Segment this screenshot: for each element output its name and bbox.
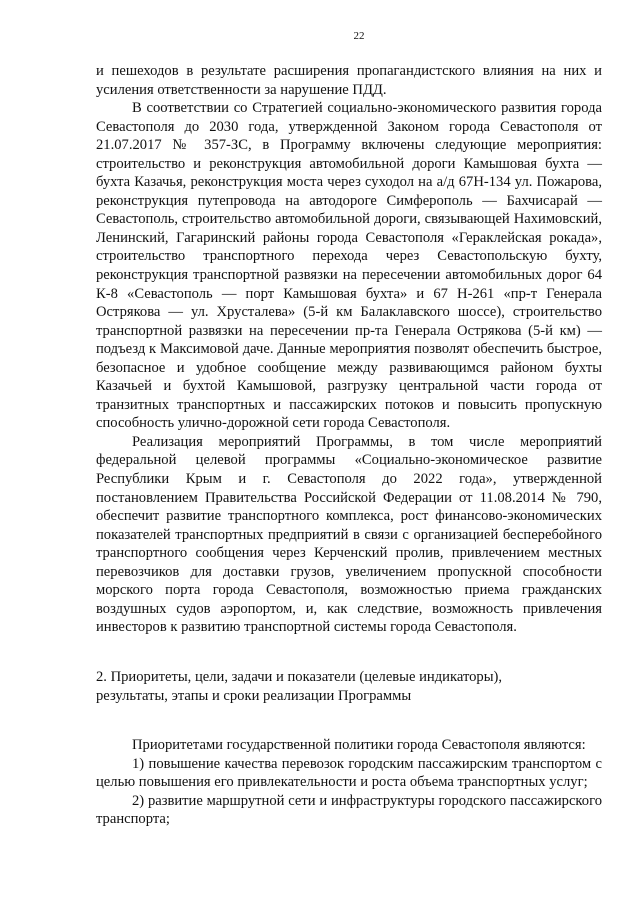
document-body xyxy=(96,62,602,829)
paragraph-priorities-intro: Приоритетами государственной политики города Севастополя являются: xyxy=(132,737,586,754)
page-number: 22 xyxy=(353,30,365,42)
paragraph-continuation: и пешеходов в результате расширения пропагандистского влияния на них и усиления ответственности за нарушение ПДД. xyxy=(96,63,602,98)
section-heading xyxy=(96,668,602,705)
list-item-priority-2: 2) развитие маршрутной сети и инфраструктуры городского пассажирского транспорта; xyxy=(96,792,602,828)
section-heading-line-1: 2. Приоритеты, цели, задачи и показатели (целевые индикаторы), xyxy=(96,668,503,685)
paragraph-program-implementation: Реализация мероприятий Программы, в том числе мероприятий федеральной целевой программы «Социально-экономическое развитие Республики Крым и г. Севастополя до 2022 года», утвержденной постановлением Правительства Российской Федерации от 11.08.2014 № 790, обеспечит развитие транспортного комплекса, рост финансово-экономических показателей транспортных предприятий в связи с организацией бесперебойного транспортного сообщения через Керченский пролив, привлечением местных перевозчиков для доставки грузов, увеличением пропускной способности морского порта города Севастополя, возможностью приема гражданских воздушных судов аэропортом, и, как следствие, возможность привлечения инвесторов к развитию транспортной системы города Севастополя. xyxy=(96,433,602,636)
list-item-priority-1: 1) повышение качества перевозок городским пассажирским транспортом с целью повышения его привлекательности и роста объема транспортных услуг; xyxy=(96,755,602,791)
paragraph-strategy-measures: В соответствии со Стратегией социально-экономического развития города Севастополя до 2030 года, утвержденной Законом города Севастополя от 21.07.2017 № 357-ЗС, в Программу включены следующие мероприятия: строительство и реконструкция автомобильной дороги Камышовая бухта — бухта Казачья, реконструкция моста через суходол на а/д 67Н-134 ул. Пожарова, реконструкция путепровода на автодороге Симферополь — Бахчисарай — Севастополь, строительство автомобильной дороги, связывающей Нахимовский, Ленинский, Гагаринский районы города Севастополя «Гераклейская рокада», строительство транспортного перехода через Севастопольскую бухту, реконструкция транспортной развязки на пересечении автомобильных дорог 64 К-8 «Севастополь — порт Камышовая бухта» и 67 Н-261 «пр-т Генерала Острякова — ул. Хрусталева» (5-й км Балаклавского шоссе), строительство транспортной развязки на пересечении пр-та Генерала Острякова (5-й км) — подъезд к Максимовой даче. Данные мероприятия позволят обеспечить быстрое, безопасное и удобное сообщение между развивающимся районом бухты Казачьей и бухтой Камышовой, разгрузку центральной части города от транзитных транспортных и пассажирских потоков и повысить пропускную способность улично-дорожной сети города Севастополя. xyxy=(96,100,602,432)
section-heading-line-2: результаты, этапы и сроки реализации Программы xyxy=(96,687,412,704)
